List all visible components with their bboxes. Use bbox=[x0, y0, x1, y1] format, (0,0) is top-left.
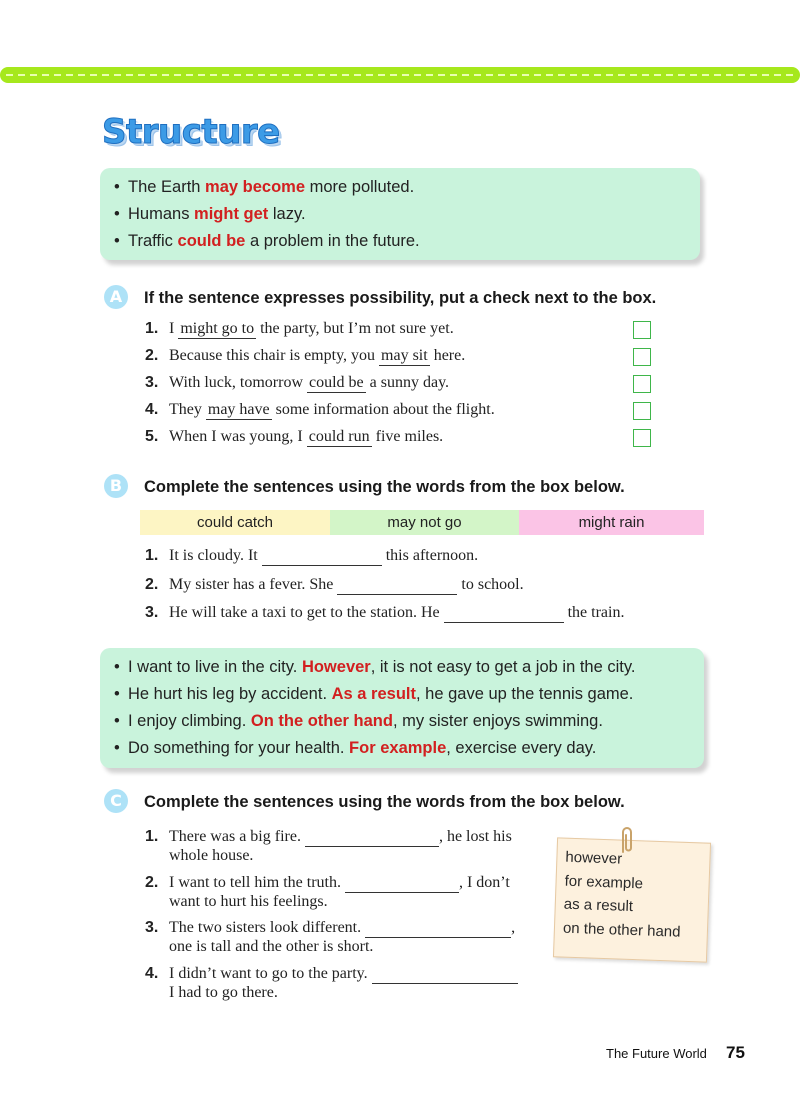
note-word: as a result bbox=[563, 895, 634, 916]
top-decorative-band bbox=[0, 64, 800, 86]
exercise-item: 4. I didn’t want to go to the party. I had to go there. bbox=[169, 965, 518, 1002]
exercise-item: 3. He will take a taxi to get to the station. He the train. bbox=[145, 604, 625, 621]
example-line: • Traffic could be a problem in the future. bbox=[114, 232, 420, 250]
exercise-item: 1. It is cloudy. It this afternoon. bbox=[145, 547, 479, 564]
section-b-badge: B bbox=[104, 474, 128, 498]
example-line: • The Earth may become more polluted. bbox=[114, 178, 415, 196]
answer-blank[interactable] bbox=[444, 604, 564, 623]
section-c-instruction: Complete the sentences using the words from the box below. bbox=[144, 793, 625, 811]
word-list-note bbox=[553, 837, 711, 962]
page-number: 75 bbox=[726, 1043, 745, 1062]
footer-unit-title: The Future World bbox=[606, 1046, 707, 1061]
exercise-item: 1. I might go to the party, but I’m not sure yet. bbox=[145, 320, 454, 337]
answer-blank[interactable] bbox=[337, 576, 457, 595]
exercise-item: 3. With luck, tomorrow could be a sunny day. bbox=[145, 374, 450, 391]
checkbox[interactable] bbox=[633, 321, 651, 339]
answer-blank[interactable] bbox=[345, 874, 459, 893]
exercise-item: 2. Because this chair is empty, you may sit here. bbox=[145, 347, 466, 364]
example-line: • I enjoy climbing. On the other hand, my sister enjoys swimming. bbox=[114, 712, 603, 730]
answer-blank[interactable] bbox=[365, 919, 511, 938]
word-box-item: might rain bbox=[519, 510, 704, 535]
exercise-item: 4. They may have some information about the flight. bbox=[145, 401, 495, 418]
checkbox[interactable] bbox=[633, 402, 651, 420]
answer-blank[interactable] bbox=[262, 547, 382, 566]
example-box-modals bbox=[100, 168, 700, 260]
page-title: Structure bbox=[102, 112, 280, 152]
exercise-item: 5. When I was young, I could run five miles. bbox=[145, 428, 444, 445]
answer-blank[interactable] bbox=[372, 965, 518, 984]
section-b-instruction: Complete the sentences using the words from the box below. bbox=[144, 478, 625, 496]
checkbox[interactable] bbox=[633, 429, 651, 447]
example-line: • I want to live in the city. However, it is not easy to get a job in the city. bbox=[114, 658, 636, 676]
section-a-instruction: If the sentence expresses possibility, put a check next to the box. bbox=[144, 289, 657, 307]
exercise-item: 3. The two sisters look different. , one is tall and the other is short. bbox=[145, 919, 516, 955]
note-word: for example bbox=[564, 872, 644, 893]
example-line: • He hurt his leg by accident. As a result, he gave up the tennis game. bbox=[114, 685, 634, 703]
answer-blank[interactable] bbox=[305, 828, 439, 847]
checkbox[interactable] bbox=[633, 348, 651, 366]
exercise-item: 2. I want to tell him the truth. , I don’t want to hurt his feelings. bbox=[145, 874, 510, 910]
paperclip-icon bbox=[618, 826, 636, 856]
exercise-item: 2. My sister has a fever. She to school. bbox=[145, 576, 524, 593]
note-word: on the other hand bbox=[562, 919, 681, 941]
word-box-item: could catch bbox=[140, 510, 330, 535]
example-line: • Humans might get lazy. bbox=[114, 205, 306, 223]
section-c-badge: C bbox=[104, 789, 128, 813]
example-box-connectors bbox=[100, 648, 704, 768]
checkbox[interactable] bbox=[633, 375, 651, 393]
note-word: however bbox=[565, 848, 623, 868]
exercise-item: 1. There was a big fire. , he lost his whole house. bbox=[145, 828, 512, 864]
example-line: • Do something for your health. For example, exercise every day. bbox=[114, 739, 597, 757]
word-box-item: may not go bbox=[330, 510, 519, 535]
section-a-badge: A bbox=[104, 285, 128, 309]
